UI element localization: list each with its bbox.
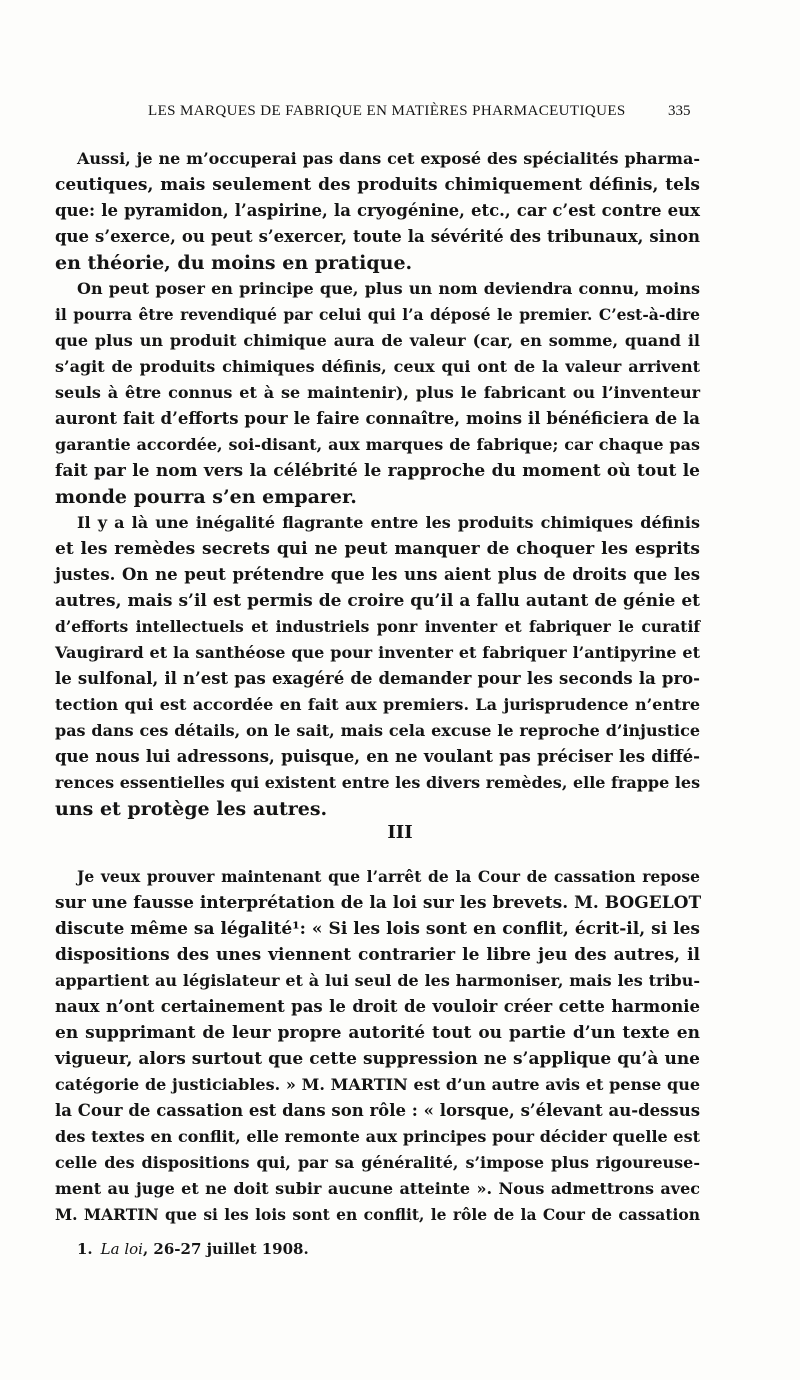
footnote — [77, 1240, 309, 1262]
text-line: Vaugirard et la santhéose que pour inventer et fabriquer l’antipyrine et — [55, 643, 700, 662]
text-line: que plus un produit chimique aura de valeur (car, en somme, quand il — [55, 331, 700, 350]
text-line: discute même sa légalité¹: « Si les lois sont en conflit, écrit-il, si les — [55, 919, 700, 939]
text-line: tection qui est accordée en fait aux premiers. La jurisprudence n’entre — [55, 695, 700, 714]
text-line: Je veux prouver maintenant que l’arrêt de la Cour de cassation repose — [77, 867, 700, 886]
text-line: Aussi, je ne m’occuperai pas dans cet exposé des spécialités pharma- — [77, 149, 700, 168]
text-line: fait par le nom vers la célébrité le rapproche du moment où tout le — [55, 461, 700, 481]
text-line: garantie accordée, soi-disant, aux marques de fabrique; car chaque pas — [55, 435, 700, 454]
text-line: Il y a là une inégalité flagrante entre les produits chimiques définis — [77, 513, 700, 532]
text-line: catégorie de justiciables. » M. MARTIN est d’un autre avis et pense que — [55, 1075, 700, 1094]
text-line: la Cour de cassation est dans son rôle : « lorsque, s’élevant au-dessus — [55, 1101, 700, 1120]
text-line: uns et protège les autres. — [55, 798, 328, 820]
text-line: il pourra être revendiqué par celui qui l’a déposé le premier. C’est-à-dire — [55, 305, 700, 324]
text-line: en théorie, du moins en pratique. — [55, 252, 413, 274]
text-line: justes. On ne peut prétendre que les uns aient plus de droits que les — [55, 565, 700, 584]
text-line: monde pourra s’en emparer. — [55, 486, 357, 508]
text-line: des textes en conflit, elle remonte aux principes pour décider quelle est — [55, 1127, 700, 1146]
text-line: naux n’ont certainement pas le droit de vouloir créer cette harmonie — [55, 997, 700, 1016]
text-line: que nous lui adressons, puisque, en ne voulant pas préciser les diffé- — [55, 747, 700, 766]
text-line: dispositions des unes viennent contrarier le libre jeu des autres, il — [55, 945, 700, 965]
text-line: que s’exerce, ou peut s’exercer, toute la sévérité des tribunaux, sinon — [55, 227, 700, 246]
text-line: s’agit de produits chimiques définis, ceux qui ont de la valeur arrivent — [55, 357, 700, 376]
text-line: M. MARTIN que si les lois sont en conflit, le rôle de la Cour de cassation — [55, 1205, 700, 1224]
text-line: auront fait d’efforts pour le faire connaître, moins il bénéficiera de la — [55, 409, 700, 428]
text-line: celle des dispositions qui, par sa généralité, s’impose plus rigoureuse- — [55, 1153, 700, 1172]
text-line: pas dans ces détails, on le sait, mais cela excuse le reproche d’injustice — [55, 721, 700, 740]
text-line: vigueur, alors surtout que cette suppression ne s’applique qu’à une — [55, 1049, 700, 1069]
footnote-number: 1. — [77, 1240, 93, 1258]
text-line: que: le pyramidon, l’aspirine, la cryogénine, etc., car c’est contre eux — [55, 201, 700, 220]
text-line: sur une fausse interprétation de la loi sur les brevets. M. BOGELOT — [55, 893, 702, 913]
page-number: 335 — [668, 103, 691, 119]
footnote-text: , 26-27 juillet 1908. — [142, 1240, 309, 1258]
footnote-journal: La loi — [100, 1240, 143, 1258]
text-line: et les remèdes secrets qui ne peut manquer de choquer les esprits — [55, 539, 700, 559]
running-title: LES MARQUES DE FABRIQUE EN MATIÈRES PHARMACEUTIQUES — [148, 103, 626, 119]
text-line: On peut poser en principe que, plus un nom deviendra connu, moins — [77, 279, 700, 298]
text-line: appartient au législateur et à lui seul de les harmoniser, mais les tribu- — [55, 971, 700, 990]
text-line: ment au juge et ne doit subir aucune atteinte ». Nous admettrons avec — [55, 1179, 700, 1198]
section-heading: III — [387, 822, 413, 843]
text-line: ceutiques, mais seulement des produits chimiquement définis, tels — [55, 175, 700, 195]
text-line: le sulfonal, il n’est pas exagéré de demander pour les seconds la pro- — [55, 669, 700, 688]
text-line: rences essentielles qui existent entre les divers remèdes, elle frappe les — [55, 773, 701, 792]
text-line: seuls à être connus et à se maintenir), plus le fabricant ou l’inventeur — [55, 383, 700, 402]
text-line: d’efforts intellectuels et industriels ponr inventer et fabriquer le curatif — [55, 617, 700, 636]
text-line: autres, mais s’il est permis de croire qu’il a fallu autant de génie et — [55, 591, 700, 611]
text-line: en supprimant de leur propre autorité tout ou partie d’un texte en — [55, 1023, 700, 1043]
